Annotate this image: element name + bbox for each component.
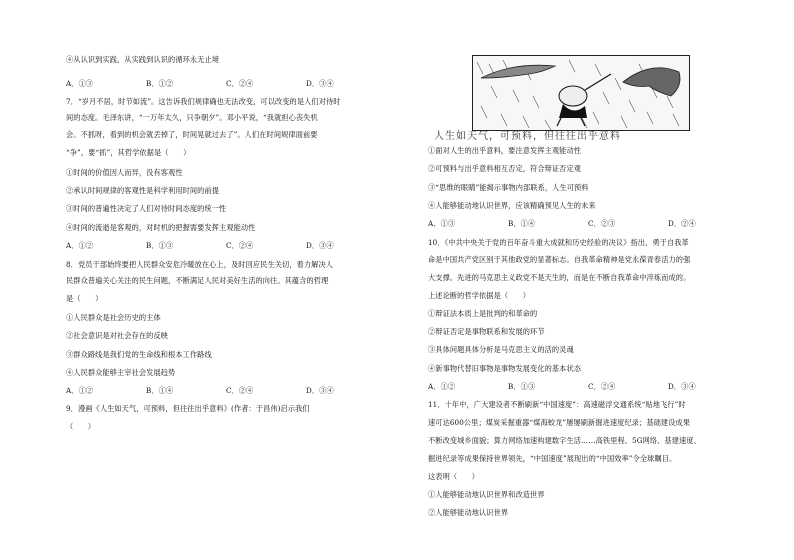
q11-stem-line: 掘进纪录等成果保持世界领先，“中国速度”展现出的“中国效率”令全球瞩目。: [428, 454, 677, 463]
weather-cartoon-image: [472, 55, 690, 131]
q8-option: ①人民群众是社会历史的主体: [66, 313, 161, 322]
q8-stem-line: 民群众普遍关心关注的民生问题，不断满足人民对美好生活的向往。其蕴含的哲理: [66, 276, 329, 285]
q7-option: ③时间的普遍性决定了人们对待时间态度的统一性: [66, 204, 227, 213]
answer-b[interactable]: B．①③: [508, 382, 536, 391]
q11-option: ①人能够能动地认识世界和改造世界: [428, 490, 545, 499]
q10-stem-line: 命是中国共产党区别于其他政党的显著标志。自我革命精神是党永葆青春活力的强: [428, 255, 691, 264]
answer-c[interactable]: C．②④: [588, 382, 616, 391]
q10-stem-line: 10．《中共中央关于党的百年奋斗重大成就和历史经验的决议》指出，勇于自我革: [428, 238, 689, 247]
q10-stem-line: 上述论断的哲学依据是（ ）: [428, 291, 531, 300]
answer-b[interactable]: B．①④: [508, 219, 536, 228]
answer-b[interactable]: B．①②: [146, 79, 174, 88]
q9-stem-line: （ ）: [66, 422, 96, 431]
q10-option: ④新事物代替旧事物是事物发展变化的基本状态: [428, 364, 582, 373]
q11-stem-line: 不断改变城乡面貌；算力网络加速构建数字生活……高铁里程、5G网络、基建速度、: [428, 436, 701, 445]
q8-answer-row: [66, 386, 334, 395]
answer-c[interactable]: C．②③: [588, 219, 616, 228]
answer-a[interactable]: A．①②: [66, 241, 94, 250]
q10-option: ③具体问题具体分析是马克思主义的活的灵魂: [428, 345, 574, 354]
answer-d[interactable]: D．③④: [306, 241, 334, 250]
q7-stem-line: “争”，要“抓”，其哲学依据是（ ）: [66, 148, 191, 157]
q9-option: ②可预料与出乎意料相互否定，符合辩证否定观: [428, 164, 582, 173]
q11-stem-line: 11．十年中，广大建设者不断刷新“中国速度”：高速磁浮交通系统“贴地飞行”时: [428, 400, 686, 409]
q8-stem-line: 是（ ）: [66, 294, 103, 303]
answer-a[interactable]: A．①②: [66, 386, 94, 395]
intro-option: ④从认识到实践，从实践到认识的循环永无止境: [66, 55, 220, 64]
q11-stem-line: 这表明（ ）: [428, 472, 480, 481]
answer-d[interactable]: D．②④: [668, 219, 696, 228]
q7-answer-row: [66, 241, 334, 250]
answer-d[interactable]: D．③④: [668, 382, 696, 391]
answer-a[interactable]: A．①②: [428, 382, 456, 391]
answer-c[interactable]: C．②④: [226, 241, 254, 250]
q9-answer-row: [428, 219, 696, 228]
q10-option: ①辩证法本质上是批判的和革命的: [428, 309, 538, 318]
q9-option: ①面对人生的出乎意料，要注意发挥主观能动性: [428, 146, 582, 155]
q9-stem-line: 9．漫画《人生如天气，可预料，但往往出乎意料》(作者：于昌伟)启示我们: [66, 404, 310, 413]
q9-option: ④人能够能动地认识世界，应该精确预见人生的未来: [428, 201, 596, 210]
answer-a[interactable]: A．①③: [428, 219, 456, 228]
q7-option: ④时间的流逝是客观的，对时机的把握需要发挥主观能动性: [66, 223, 256, 232]
answer-b[interactable]: B．①④: [146, 386, 174, 395]
q10-stem-line: 大支撑。先进的马克思主义政党不是天生的，而是在不断自我革命中淬炼而成的。: [428, 273, 691, 282]
q7-option: ①时间的价值因人而异，没有客观性: [66, 168, 183, 177]
q11-option: ②人能够能动地认识世界: [428, 508, 509, 517]
answer-d[interactable]: D．③④: [306, 386, 334, 395]
answer-d[interactable]: D．③④: [306, 79, 334, 88]
q8-option: ④人民群众能够主宰社会发展趋势: [66, 368, 176, 377]
cartoon-drawing: [473, 56, 689, 130]
intro-answer-row: [66, 79, 334, 88]
q8-option: ②社会意识是对社会存在的反映: [66, 331, 169, 340]
q10-option: ②辩证否定是事物联系和发展的环节: [428, 327, 545, 336]
q7-stem-line: 会。不抓呀，看到的机会就丢掉了，时间晃就过去了”。人们在时间规律面前要: [66, 130, 318, 139]
answer-c[interactable]: C．②④: [226, 386, 254, 395]
q8-stem-line: 8．党员干部始终要把人民群众安危冷暖放在心上，及时回应民生关切，着力解决人: [66, 260, 334, 269]
answer-a[interactable]: A．①③: [66, 79, 94, 88]
q9-option: ③“思维的眼睛”能揭示事物内部联系，人生可预料: [428, 183, 589, 192]
answer-b[interactable]: B．①③: [146, 241, 174, 250]
cartoon-caption: 人生如天气，可预料，但往往出乎意料: [434, 131, 621, 142]
q11-stem-line: 速可达600公里；煤炭采掘重器“煤海蛟龙”屡屡刷新掘进速度纪录；基础建设成果: [428, 418, 691, 427]
q7-option: ②承认时间规律的客观性是科学利用时间的前提: [66, 186, 220, 195]
q8-option: ③群众路线是我们党的生命线和根本工作路线: [66, 350, 212, 359]
answer-c[interactable]: C．②④: [226, 79, 254, 88]
q7-stem-line: 7．“岁月不居，时节如流”。这告诉我们规律确也无法改变，可以改变的是人们对待时: [66, 97, 341, 106]
q7-stem-line: 间的态度。毛泽东讲，“一万年太久，只争朝夕”。邓小平说，“我就担心丧失机: [66, 113, 318, 122]
q10-answer-row: [428, 382, 696, 391]
